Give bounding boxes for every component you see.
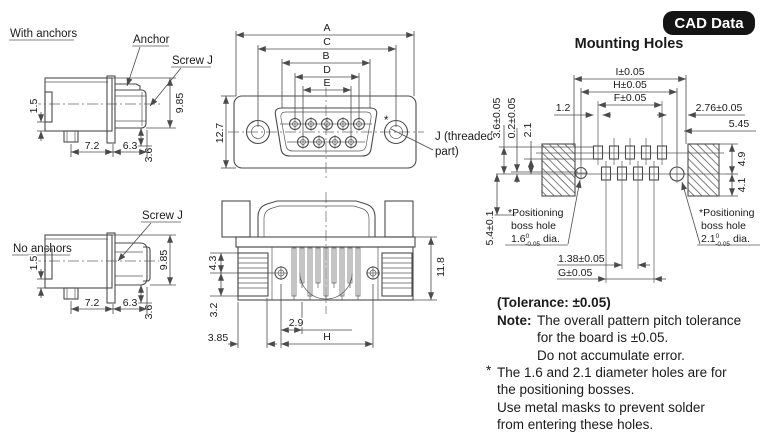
star-marker: *: [486, 363, 492, 378]
dim-2-76: 2.76±0.05: [695, 102, 743, 114]
left-anchor-block: [238, 253, 268, 296]
mounting-holes-title: Mounting Holes: [574, 36, 684, 52]
dim-3-6-side: 3.6: [143, 147, 155, 163]
cad-data-button[interactable]: [663, 11, 755, 35]
front-view: [214, 22, 493, 178]
dim-7-2-2: 7.2: [84, 297, 100, 309]
with-anchors-geometry: [30, 76, 162, 143]
pin-legs: [292, 248, 360, 300]
j-threaded-label-1: J (threaded: [435, 131, 494, 143]
dim-I: I±0.05: [615, 66, 645, 78]
bottom-view-dimensions: [207, 237, 447, 348]
dim-4-1: 4.1: [736, 177, 748, 193]
dim-3-2: 3.2: [208, 302, 220, 318]
note-line-2: for the board is ±0.05.: [537, 330, 669, 345]
star-line-3: Use metal masks to prevent solder: [497, 400, 705, 415]
note-label: Note:: [497, 313, 532, 328]
dim-label-A: A: [323, 22, 331, 34]
dim-3-85: 3.85: [207, 332, 229, 344]
pins-top-row: [290, 117, 365, 131]
dim-6-3: 6.3: [122, 140, 138, 152]
dim-G: G±0.05: [558, 267, 593, 279]
dim-11-8: 11.8: [435, 257, 447, 277]
dim-2-1: 2.1: [522, 122, 534, 138]
dim-label-E: E: [323, 77, 331, 89]
right-anchor-block: [382, 253, 412, 296]
dim-3-6-mounting: 3.6±0.05: [491, 97, 503, 139]
note-line-1: The overall pattern pitch tolerance: [537, 313, 742, 328]
note-line-3: Do not accumulate error.: [537, 348, 685, 363]
bottom-view: [207, 192, 447, 348]
dim-label-D: D: [323, 64, 331, 76]
right-pad: [688, 144, 719, 196]
notes-block: [486, 295, 741, 432]
dim-1-5: 1.5: [28, 98, 40, 114]
star-line-2: the positioning bosses.: [497, 382, 635, 397]
dim-4-9: 4.9: [736, 151, 748, 167]
front-view-geometry: [228, 86, 424, 178]
dim-label-C: C: [323, 36, 331, 48]
dim-F: F±0.05: [613, 92, 647, 104]
dim-H-mounting: H±0.05: [613, 79, 647, 91]
left-pad: [542, 144, 575, 196]
dim-2-9: 2.9: [288, 317, 304, 329]
top-row-pads: [594, 101, 667, 165]
anchor-label: Anchor: [133, 34, 170, 46]
dim-9-85: 9.85: [174, 92, 186, 114]
star-line-1: The 1.6 and 2.1 diameter holes are for: [497, 365, 727, 380]
no-anchors-view: [12, 210, 183, 319]
right-boss-hole: [668, 165, 686, 183]
screw-j-label: Screw J: [172, 55, 213, 67]
front-view-dimensions: [214, 22, 414, 168]
right-boss-note-value: $2.1^0$ -0.05 dia.: [701, 233, 750, 248]
screw-j-label-2: Screw J: [142, 210, 183, 222]
dim-0-2: 0.2±0.05: [506, 97, 518, 139]
right-boss-note-line2: boss hole: [701, 220, 746, 232]
dim-5-4: 5.4±0.1: [484, 210, 496, 246]
dim-5-45: 5.45: [728, 118, 750, 130]
star-line-4: from entering these holes.: [497, 417, 654, 432]
right-boss-note-line1: *Positioning: [699, 207, 755, 219]
mounting-holes-diagram: [484, 36, 760, 283]
dim-1-2: 1.2: [555, 102, 571, 114]
j-star-marker: *: [384, 115, 389, 127]
dim-6-3-2: 6.3: [122, 297, 138, 309]
dim-9-85-2: 9.85: [158, 249, 170, 271]
tolerance-heading: (Tolerance: ±0.05): [497, 295, 611, 310]
dim-4-3: 4.3: [207, 255, 219, 271]
bottom-view-geometry: [222, 192, 415, 314]
dim-7-2: 7.2: [84, 140, 100, 152]
cad-data-label: CAD Data: [674, 15, 744, 32]
dim-label-B: B: [322, 50, 330, 62]
dim-3-6-side-2: 3.6: [143, 304, 155, 320]
no-anchors-title: No anchors: [13, 243, 72, 255]
dim-H-bottom: H: [323, 331, 331, 343]
left-boss-note-value: $1.6^0$ -0.05 dia.: [511, 233, 560, 248]
j-threaded-label-2: part): [435, 146, 459, 158]
left-screw: [274, 266, 288, 280]
left-boss-hole: [574, 166, 588, 180]
with-anchors-view: [9, 28, 213, 162]
with-anchors-title: With anchors: [10, 28, 78, 40]
dim-12-7: 12.7: [214, 122, 226, 144]
left-boss-note-line1: *Positioning: [508, 207, 564, 219]
dim-1-38: 1.38±0.05: [558, 253, 605, 265]
dim-1-5-2: 1.5: [28, 255, 40, 271]
left-boss-note-line2: boss hole: [511, 220, 556, 232]
